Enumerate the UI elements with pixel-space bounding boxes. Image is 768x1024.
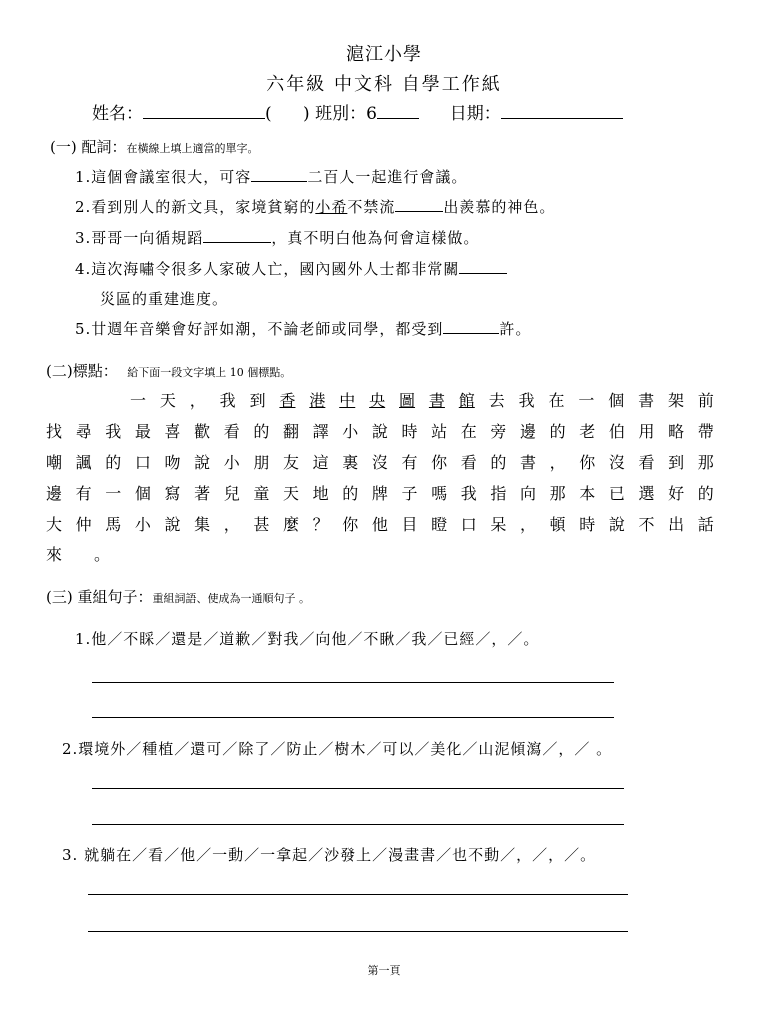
section3-heading — [46, 586, 310, 607]
passage-char: 略 — [668, 422, 685, 441]
passage-char: 有 — [75, 484, 92, 503]
passage-char: 不 — [638, 515, 655, 534]
passage-char: 一 — [130, 391, 147, 410]
passage-char: 牌 — [371, 484, 388, 503]
q1-3-blank[interactable] — [203, 228, 271, 243]
passage-char: 譯 — [312, 422, 329, 441]
passage-char: 到 — [249, 391, 266, 410]
passage-char: 說 — [371, 422, 388, 441]
passage-char: 口 — [134, 453, 151, 472]
passage-char: 頓 — [549, 515, 566, 534]
passage-char: 的 — [105, 453, 122, 472]
q1-3-text-end: ，真不明白他為何會這樣做。 — [271, 229, 480, 247]
answer-line-1b[interactable] — [92, 717, 614, 718]
passage-char: 本 — [579, 484, 596, 503]
passage-char: 向 — [520, 484, 537, 503]
question-1-2 — [75, 196, 555, 217]
question-1-3 — [75, 227, 479, 248]
passage-char: 書 — [638, 391, 655, 410]
student-info-line — [92, 99, 623, 124]
passage-char: 一 — [105, 484, 122, 503]
question-1-4-continued: 災區的重建進度。 — [100, 290, 229, 308]
passage-char: 最 — [134, 422, 151, 441]
passage-char-underlined: 書 — [428, 391, 445, 410]
passage-char: 歡 — [194, 422, 211, 441]
answer-line-3b[interactable] — [88, 931, 628, 932]
passage-char: 帶 — [697, 422, 714, 441]
passage-char: 前 — [697, 391, 714, 410]
passage-char: 嘲 — [46, 453, 63, 472]
date-blank[interactable] — [501, 104, 623, 119]
worksheet-title: 六年級 中文科 自學工作紙 — [266, 74, 502, 95]
page-number: 第一頁 — [367, 964, 401, 977]
passage-char: 你 — [431, 453, 448, 472]
passage-line-3 — [46, 450, 714, 473]
passage-char-underlined: 圖 — [399, 391, 416, 410]
passage-char: 到 — [668, 453, 685, 472]
passage-char: 那 — [549, 484, 566, 503]
passage-char: 友 — [283, 453, 300, 472]
passage-char: 天 — [159, 391, 176, 410]
passage-char: 小 — [342, 422, 359, 441]
date-label: 日期： — [449, 104, 501, 124]
passage-char: 你 — [579, 453, 596, 472]
section1-note: 在橫線上填上適當的單字。 — [126, 142, 259, 155]
passage-char: 旁 — [490, 422, 507, 441]
passage-char: 那 — [697, 453, 714, 472]
passage-char: 選 — [638, 484, 655, 503]
passage-char: 指 — [490, 484, 507, 503]
passage-char: 話 — [697, 515, 714, 534]
passage-char-underlined: 央 — [369, 391, 386, 410]
passage-char: 瞪 — [431, 515, 448, 534]
section2-note: 給下面一段文字填上 10 個標點。 — [127, 366, 292, 379]
passage-char: 麼 — [283, 515, 300, 534]
q1-2-underlined-name: 小希 — [315, 198, 348, 216]
school-name: 滬江小學 — [346, 44, 422, 65]
passage-char: 諷 — [75, 453, 92, 472]
passage-char: 的 — [697, 484, 714, 503]
passage-char: 說 — [608, 515, 625, 534]
passage-line-1 — [130, 388, 714, 411]
passage-char: 出 — [668, 515, 685, 534]
passage-char: 甚 — [253, 515, 270, 534]
passage-char: ， — [520, 515, 537, 534]
reorder-question-3: 3. 就躺在／看／他／一動／一拿起／沙發上／漫畫書／也不動／，／，／。 — [62, 846, 597, 864]
passage-char: 在 — [460, 422, 477, 441]
passage-char: 的 — [253, 422, 270, 441]
passage-char: 時 — [579, 515, 596, 534]
passage-char: 時 — [401, 422, 418, 441]
passage-char: 看 — [460, 453, 477, 472]
passage-char: 一 — [578, 391, 595, 410]
passage-char: 目 — [401, 515, 418, 534]
passage-char: 書 — [520, 453, 537, 472]
passage-char-underlined: 香 — [279, 391, 296, 410]
passage-char: 裏 — [342, 453, 359, 472]
passage-char: 小 — [134, 515, 151, 534]
answer-line-2b[interactable] — [92, 824, 624, 825]
q1-5-blank[interactable] — [443, 319, 499, 334]
passage-char: 喜 — [164, 422, 181, 441]
passage-char: 邊 — [46, 484, 63, 503]
passage-char: 嗎 — [431, 484, 448, 503]
passage-char: 天 — [283, 484, 300, 503]
passage-char: 朋 — [253, 453, 270, 472]
passage-char: 地 — [312, 484, 329, 503]
passage-char: 老 — [579, 422, 596, 441]
passage-char: 寫 — [164, 484, 181, 503]
passage-char: 好 — [668, 484, 685, 503]
passage-char: 。 — [93, 545, 110, 564]
passage-char: ， — [189, 391, 206, 410]
passage-char: 用 — [638, 422, 655, 441]
passage-char: 仲 — [75, 515, 92, 534]
number-paren-close: ) — [303, 104, 310, 124]
q1-2-text: 2.看到別人的新文具，家境貧窮的 — [75, 198, 316, 216]
passage-char: 吻 — [164, 453, 181, 472]
passage-char: 已 — [608, 484, 625, 503]
passage-char: 沒 — [371, 453, 388, 472]
passage-char: 你 — [342, 515, 359, 534]
passage-char: 邊 — [520, 422, 537, 441]
passage-char: 去 — [488, 391, 505, 410]
passage-char: 馬 — [105, 515, 122, 534]
section1-heading — [50, 136, 258, 157]
passage-char: 說 — [194, 453, 211, 472]
passage-char: 看 — [223, 422, 240, 441]
section2-title: (二)標點： — [46, 362, 118, 380]
passage-char: 說 — [164, 515, 181, 534]
passage-char: 的 — [490, 453, 507, 472]
passage-char: 我 — [105, 422, 122, 441]
q1-2-text-end: 出羨慕的神色。 — [443, 198, 556, 216]
section1-title: (一) 配詞： — [50, 138, 127, 156]
passage-char: 口 — [460, 515, 477, 534]
q1-1-blank[interactable] — [251, 167, 307, 182]
passage-char-underlined: 港 — [309, 391, 326, 410]
section3-note: 重組詞語、使成為一通順句子 。 — [152, 592, 310, 605]
passage-char: 著 — [194, 484, 211, 503]
passage-char: 集 — [194, 515, 211, 534]
question-1-1 — [75, 166, 467, 187]
passage-char: 個 — [134, 484, 151, 503]
passage-char-underlined: 中 — [339, 391, 356, 410]
q1-5-text-end: 許。 — [499, 320, 532, 338]
passage-char: 這 — [312, 453, 329, 472]
passage-char: ， — [549, 453, 566, 472]
section3-title: (三) 重組句子： — [46, 588, 153, 606]
class-label: 班別：6 — [315, 104, 377, 124]
passage-char: 有 — [401, 453, 418, 472]
passage-char: 來 — [46, 545, 63, 564]
passage-char: 個 — [608, 391, 625, 410]
passage-char: 在 — [548, 391, 565, 410]
q1-1-text: 1.這個會議室很大，可容 — [75, 168, 252, 186]
answer-line-1a[interactable] — [92, 682, 614, 683]
passage-line-2 — [46, 419, 714, 442]
question-1-5 — [75, 318, 531, 339]
passage-line-6 — [46, 542, 110, 565]
passage-char: 我 — [518, 391, 535, 410]
name-blank[interactable] — [143, 104, 265, 119]
number-paren-open: ( — [265, 104, 272, 124]
passage-char: 童 — [253, 484, 270, 503]
passage-char: 沒 — [608, 453, 625, 472]
passage-char: 大 — [46, 515, 63, 534]
passage-char: 看 — [638, 453, 655, 472]
passage-char: 翻 — [283, 422, 300, 441]
passage-char-underlined: 館 — [458, 391, 475, 410]
answer-line-2a[interactable] — [92, 788, 624, 789]
passage-char: 尋 — [75, 422, 92, 441]
reorder-question-2: 2.環境外／種植／還可／除了／防止／樹木／可以／美化／山泥傾瀉／，／ 。 — [62, 740, 613, 758]
passage-char: 的 — [549, 422, 566, 441]
name-label: 姓名： — [92, 104, 143, 124]
passage-char: 架 — [668, 391, 685, 410]
passage-char: 伯 — [608, 422, 625, 441]
q1-4-text: 4.這次海嘯令很多人家破人亡，國內國外人士都非常關 — [75, 260, 460, 278]
class-blank[interactable] — [377, 104, 419, 119]
passage-char: ？ — [312, 515, 329, 534]
passage-line-5 — [46, 512, 714, 535]
passage-char: ， — [223, 515, 240, 534]
section2-heading — [46, 360, 291, 381]
passage-char: 他 — [371, 515, 388, 534]
passage-char: 的 — [342, 484, 359, 503]
passage-char: 兒 — [223, 484, 240, 503]
passage-char: 站 — [431, 422, 448, 441]
q1-3-text: 3.哥哥一向循規蹈 — [75, 229, 204, 247]
passage-char: 子 — [401, 484, 418, 503]
passage-line-4 — [46, 481, 714, 504]
passage-char: 我 — [219, 391, 236, 410]
q1-2-blank[interactable] — [395, 197, 443, 212]
q1-1-text-end: 二百人一起進行會議。 — [307, 168, 468, 186]
passage-char: 呆 — [490, 515, 507, 534]
passage-char: 小 — [223, 453, 240, 472]
passage-char: 我 — [460, 484, 477, 503]
q1-4-blank[interactable] — [459, 259, 507, 274]
passage-char: 找 — [46, 422, 63, 441]
q1-2-text-mid: 不禁流 — [347, 198, 396, 216]
q1-5-text: 5.廿週年音樂會好評如潮，不論老師或同學，都受到 — [75, 320, 444, 338]
question-1-4 — [75, 258, 507, 279]
reorder-question-1: 1.他／不睬／還是／道歉／對我／向他／不瞅／我／已經／，／。 — [75, 630, 540, 648]
answer-line-3a[interactable] — [88, 894, 628, 895]
